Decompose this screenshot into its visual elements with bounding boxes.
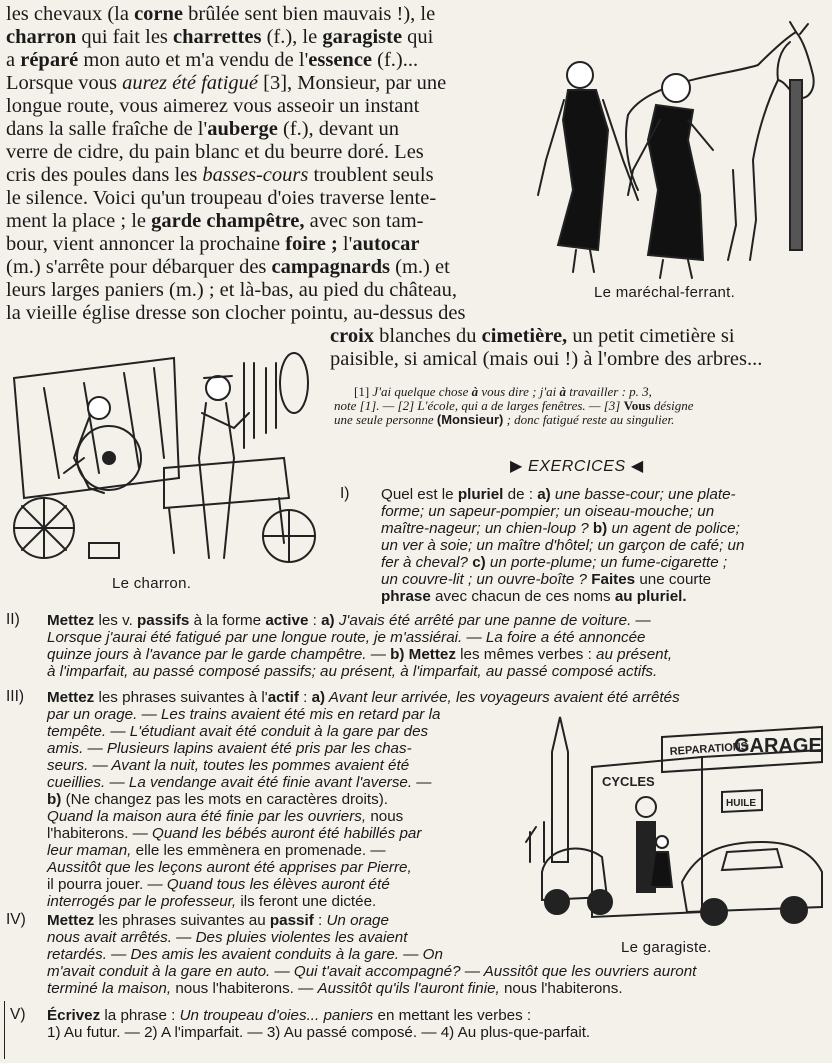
exercise-2-line-2: Lorsque j'aurai été fatigué par une longue route, je m'assiérai. — La foire a été annoncée [47, 629, 646, 646]
intro-line-13: leurs larges paniers (m.) ; et là-bas, au pied du château, [6, 279, 458, 301]
exercise-5-line-1: Écrivez la phrase : Un troupeau d'oies... paniers en mettant les verbes : [47, 1007, 532, 1024]
exercise-3-line-4: amis. — Plusieurs lapins avaient été pris par les chas- [47, 740, 412, 757]
exercise-4-line-2: nous avait arrêtés. — Des pluies violentes les avaient [47, 929, 408, 946]
exercise-2-line-1: Mettez les v. passifs à la forme active : a) J'avais été arrêté par une panne de voiture. — [47, 612, 651, 629]
intro-line-15: croix blanches du cimetière, un petit cimetière si [330, 325, 735, 347]
exercise-3-line-11: Aussitôt que les leçons auront été apprises par Pierre, [47, 859, 412, 876]
exercise-4-line-5: terminé la maison, nous l'habiterons. — Aussitôt qu'ils l'auront finie, nous l'habiterons. [47, 980, 623, 997]
exercise-4-line-3: retardés. — Des amis les avaient conduits à la gare. — On [47, 946, 443, 963]
right-triangle-icon: ▶ [510, 458, 523, 475]
exercise-4-line-4: m'avait conduit à la gare en auto. — Qui t'avait accompagné? — Aussitôt que les ouvriers auront [47, 963, 697, 980]
exercise-2-number: II) [6, 611, 20, 628]
intro-line-4: Lorsque vous aurez été fatigué [3], Monsieur, par une [6, 72, 447, 94]
intro-line-10: ment la place ; le garde champêtre, avec son tam- [6, 210, 424, 232]
exercise-2-line-4: à l'imparfait, au passé composé passifs; au présent, à l'imparfait, au passé composé actifs. [47, 663, 658, 680]
exercises-title: ▶ EXERCICES ◀ [510, 458, 644, 475]
intro-line-1: les chevaux (la corne brûlée sent bien mauvais !), le [6, 3, 436, 25]
intro-line-9: le silence. Voici qu'un troupeau d'oies traverse lente- [6, 187, 437, 209]
marechal-ferrant-illustration [528, 20, 828, 282]
exercise-4-number: IV) [6, 911, 26, 928]
exercise-4-line-1: Mettez les phrases suivantes au passif : Un orage [47, 912, 389, 929]
exercise-3-line-13: interrogés par le professeur, ils feront une dictée. [47, 893, 377, 910]
caption-marechal-ferrant: Le maréchal-ferrant. [594, 284, 736, 301]
exercise-1-line-5: fer à cheval? c) un porte-plume; un fume-cigarette ; [381, 554, 728, 571]
footnote-line-1: [1] J'ai quelque chose à vous dire ; j'ai à travailler : p. 3, [354, 384, 652, 399]
garage-drawing [522, 712, 828, 934]
intro-line-3: a réparé mon auto et m'a vendu de l'essence (f.)... [6, 49, 419, 71]
exercise-3-line-3: tempête. — L'étudiant avait été conduit à la gare par des [47, 723, 429, 740]
charron-illustration [4, 328, 322, 566]
sign-garage: GARAGE [734, 735, 822, 757]
exercise-1-line-7: phrase avec chacun de ces noms au pluriel. [381, 588, 687, 605]
exercise-3-line-9: l'habiterons. — Quand les bébés auront été habillés par [47, 825, 422, 842]
exercise-3-line-1: Mettez les phrases suivantes à l'actif : a) Avant leur arrivée, les voyageurs avaient été arrêtés [47, 689, 680, 706]
exercise-1-line-6: un couvre-lit ; un ouvre-boîte ? Faites une courte [381, 571, 712, 588]
exercise-5-line-2: 1) Au futur. — 2) A l'imparfait. — 3) Au passé composé. — 4) Au plus-que-parfait. [47, 1024, 591, 1041]
exercise-3-line-8: Quand la maison aura été finie par les ouvriers, nous [47, 808, 404, 825]
exercise-3-line-6: cueillies. — La vendange avait été finie avant l'averse. — [47, 774, 432, 791]
exercise-1-line-1: Quel est le pluriel de : a) une basse-cour; une plate- [381, 486, 736, 503]
caption-garagiste: Le garagiste. [621, 939, 712, 956]
exercise-3-line-10: leur maman, elle les emmènera en promenade. — [47, 842, 386, 859]
intro-line-6: dans la salle fraîche de l'auberge (f.), devant un [6, 118, 400, 140]
intro-line-16: paisible, si amical (mais oui !) à l'ombre des arbres... [330, 348, 763, 370]
footnote-line-3: une seule personne (Monsieur) ; donc fatigué reste au singulier. [334, 412, 675, 427]
intro-line-12: (m.) s'arrête pour débarquer des campagnards (m.) et [6, 256, 450, 278]
exercise-3-line-2: par un orage. — Les trains avaient été mis en retard par la [47, 706, 441, 723]
blacksmith-horse-drawing [528, 20, 828, 282]
footnote-line-2: note [1]. — [2] L'école, qui a de larges fenêtres. — [3] Vous désigne [334, 398, 694, 413]
garagiste-illustration [522, 712, 828, 934]
exercise-3-line-5: seurs. — Avant la nuit, toutes les pommes avaient été [47, 757, 410, 774]
exercise-2-line-3: quinze jours à l'avance par le garde champêtre. — b) Mettez les mêmes verbes : au présent, [47, 646, 673, 663]
exercise-1-number: I) [340, 485, 350, 502]
intro-line-8: cris des poules dans les basses-cours troublent seuls [6, 164, 434, 186]
exercise-1-line-2: forme; un sapeur-pompier; un oiseau-mouche; un [381, 503, 715, 520]
intro-line-7: verre de cidre, du pain blanc et du beurre doré. Les [6, 141, 424, 163]
left-triangle-icon: ◀ [630, 458, 644, 475]
exercise-1-line-4: un ver à soie; un maître d'hôtel; un garçon de café; un [381, 537, 745, 554]
sign-cycles: CYCLES [602, 774, 655, 789]
sign-reparations: REPARATIONS [669, 740, 749, 758]
exercise-3-line-7: b) (Ne changez pas les mots en caractères droits). [47, 791, 389, 808]
intro-line-11: bour, vient annoncer la prochaine foire ; l'autocar [6, 233, 420, 255]
exercise-5-margin-rule [4, 1001, 5, 1059]
intro-line-14: la vieille église dresse son clocher pointu, au-dessus des [6, 302, 466, 324]
intro-line-2: charron qui fait les charrettes (f.), le garagiste qui [6, 26, 434, 48]
exercise-1-line-3: maître-nageur; un chien-loup ? b) un agent de police; [381, 520, 740, 537]
exercise-5-number: V) [10, 1006, 26, 1023]
exercise-3-line-12: il pourra jouer. — Quand tous les élèves auront été [47, 876, 390, 893]
intro-line-5: longue route, vous aimerez vous asseoir un instant [6, 95, 420, 117]
sign-huile: HUILE [726, 798, 756, 809]
exercise-3-number: III) [6, 688, 25, 705]
wheelwright-drawing [4, 328, 322, 566]
caption-charron: Le charron. [112, 575, 192, 592]
